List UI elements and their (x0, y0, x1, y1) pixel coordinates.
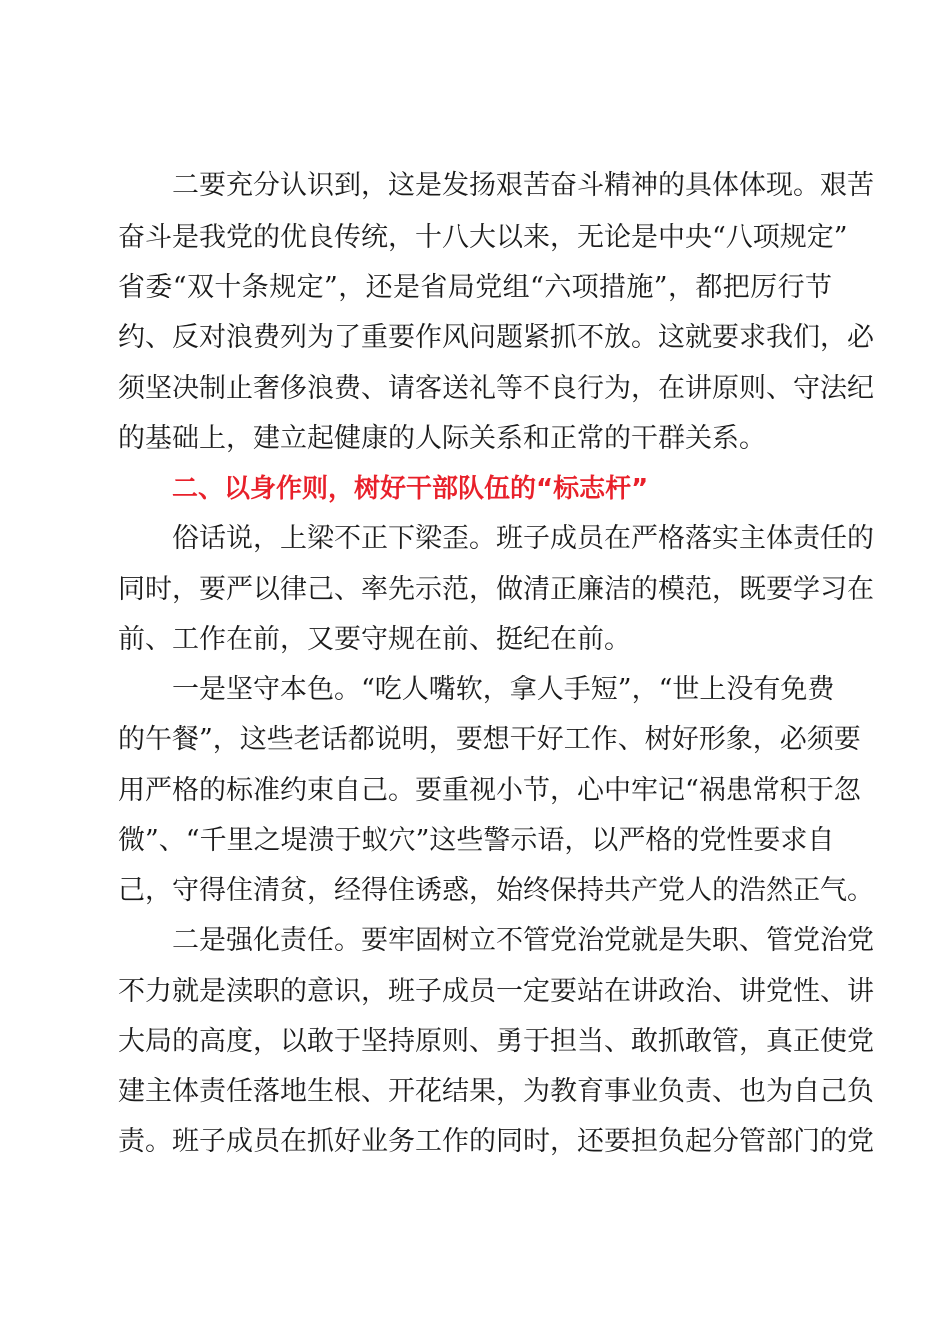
paragraph-3-line-2: 的午餐”，这些老话都说明，要想干好工作、树好形象，必须要 (118, 724, 861, 755)
paragraph-4-line-4: 建主体责任落地生根、开花结果，为教育事业负责、也为自己负 (118, 1076, 874, 1107)
paragraph-1-line-5: 须坚决制止奢侈浪费、请客送礼等不良行为，在讲原则、守法纪 (118, 373, 874, 404)
paragraph-3-line-1: 一是坚守本色。“吃人嘴软，拿人手短”，“世上没有免费 (172, 674, 835, 705)
paragraph-2-line-1: 俗话说，上梁不正下梁歪。班子成员在严格落实主体责任的 (172, 523, 874, 554)
paragraph-2-line-2: 同时，要严以律己、率先示范，做清正廉洁的模范，既要学习在 (118, 574, 874, 605)
paragraph-1-line-1: 二要充分认识到，这是发扬艰苦奋斗精神的具体体现。艰苦 (172, 170, 874, 201)
paragraph-1-line-2: 奋斗是我党的优良传统，十八大以来，无论是中央“八项规定” (118, 222, 848, 253)
paragraph-3-line-4: 微”、“千里之堤溃于蚁穴”这些警示语，以严格的党性要求自 (118, 825, 835, 856)
paragraph-1-line-3: 省委“双十条规定”，还是省局党组“六项措施”，都把厉行节 (118, 272, 832, 303)
paragraph-1-line-6: 的基础上，建立起健康的人际关系和正常的干群关系。 (118, 423, 766, 454)
paragraph-4-line-2: 不力就是渎职的意识，班子成员一定要站在讲政治、讲党性、讲 (118, 976, 874, 1007)
paragraph-2-line-3: 前、工作在前，又要守规在前、挺纪在前。 (118, 624, 631, 655)
paragraph-3-line-5: 己，守得住清贫，经得住诱惑，始终保持共产党人的浩然正气。 (118, 875, 874, 906)
paragraph-3-line-3: 用严格的标准约束自己。要重视小节，心中牢记“祸患常积于忽 (118, 775, 861, 806)
paragraph-4-line-3: 大局的高度，以敢于坚持原则、勇于担当、敢抓敢管，真正使党 (118, 1026, 874, 1057)
paragraph-1-line-4: 约、反对浪费列为了重要作风问题紧抓不放。这就要求我们，必 (118, 322, 874, 353)
paragraph-4-line-5: 责。班子成员在抓好业务工作的同时，还要担负起分管部门的党 (118, 1126, 874, 1157)
paragraph-4-line-1: 二是强化责任。要牢固树立不管党治党就是失职、管党治党 (172, 925, 874, 956)
section-heading: 二、以身作则，树好干部队伍的“标志杆” (172, 474, 649, 504)
